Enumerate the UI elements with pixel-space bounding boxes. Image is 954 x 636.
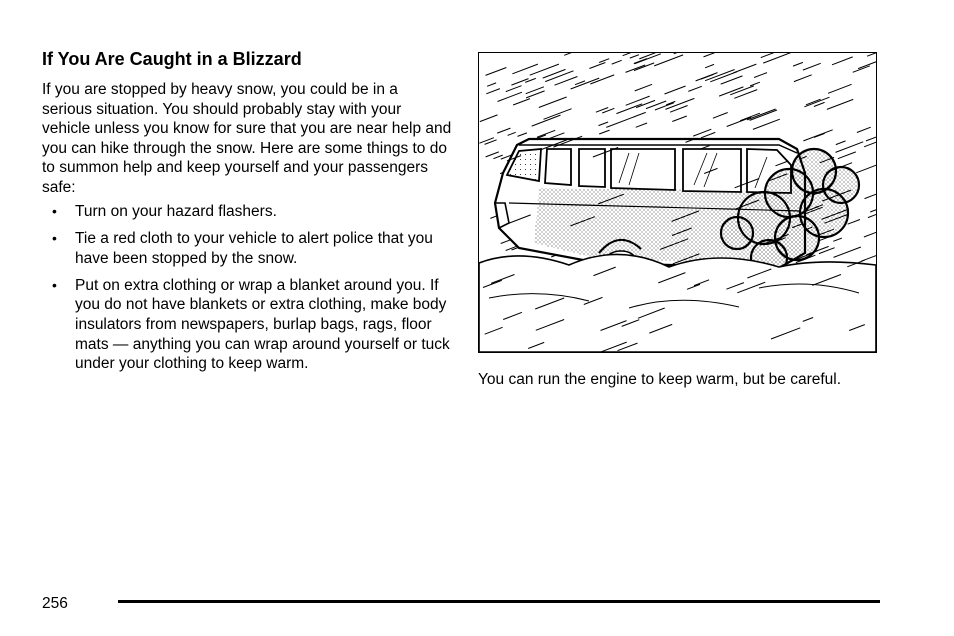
bullet-icon: • — [52, 276, 57, 293]
figure-caption: You can run the engine to keep warm, but be careful. — [478, 371, 842, 388]
list-item-text: Put on extra clothing or wrap a blanket around you. If you do not have blankets or extra clothing, make body insulators from newspapers, burlap bags, rags, floor mats — anything you can wrap around yourself or tuck under your clothing to keep warm. — [75, 276, 450, 373]
list-item — [42, 229, 452, 268]
bullet-icon: • — [52, 230, 57, 247]
snow-drift — [479, 254, 876, 352]
safety-tips-list — [42, 202, 452, 381]
bullet-icon: • — [52, 203, 57, 219]
list-item-text: Tie a red cloth to your vehicle to alert police that you have been stopped by the snow. — [75, 230, 433, 267]
footer-rule — [118, 600, 880, 603]
section-heading: If You Are Caught in a Blizzard — [42, 49, 302, 69]
intro-paragraph: If you are stopped by heavy snow, you could be in a serious situation. You should probably stay with your vehicle unless you know for sure that you are near help and you can hike through the snow. Here are some things to do to summon help and keep yourself and your passengers safe: — [42, 81, 452, 196]
list-item — [42, 276, 452, 374]
list-item — [42, 202, 452, 222]
page-number: 256 — [42, 595, 68, 612]
blizzard-van-illustration — [478, 52, 877, 353]
list-item-text: Turn on your hazard flashers. — [75, 203, 277, 220]
